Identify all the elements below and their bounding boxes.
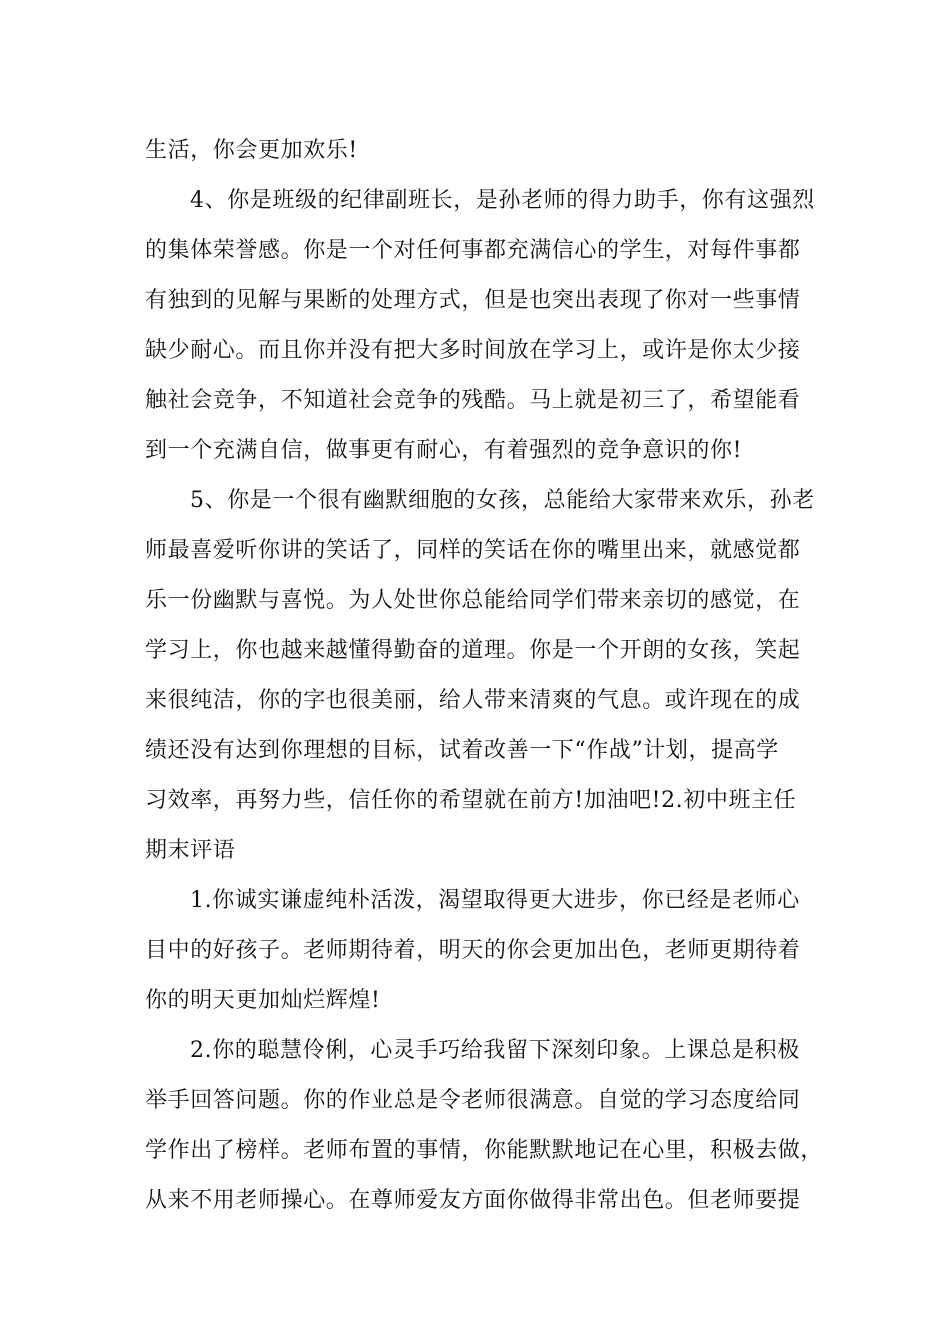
text-line: 有独到的见解与果断的处理方式，但是也突出表现了你对一些事情 <box>145 288 801 313</box>
text-line: 2.你的聪慧伶俐，心灵手巧给我留下深刻印象。上课总是积极 <box>190 1038 800 1063</box>
text-line: 你的明天更加灿烂辉煌! <box>145 988 381 1013</box>
text-line: 师最喜爱听你讲的笑话了，同样的笑话在你的嘴里出来，就感觉都 <box>145 538 801 563</box>
text-line: 触社会竞争，不知道社会竞争的残酷。马上就是初三了，希望能看 <box>145 388 801 413</box>
text-line: 来很纯洁，你的字也很美丽，给人带来清爽的气息。或许现在的成 <box>145 688 801 713</box>
text-line: 乐一份幽默与喜悦。为人处世你总能给同学们带来亲切的感觉，在 <box>145 588 801 613</box>
text-line: 学作出了榜样。老师布置的事情，你能默默地记在心里，积极去做， <box>145 1138 824 1163</box>
text-line: 学习上，你也越来越懂得勤奋的道理。你是一个开朗的女孩，笑起 <box>145 638 801 663</box>
text-line: 期末评语 <box>145 838 236 863</box>
text-line: 的集体荣誉感。你是一个对任何事都充满信心的学生，对每件事都 <box>145 238 801 263</box>
text-line: 绩还没有达到你理想的目标，试着改善一下“作战”计划，提高学 <box>145 738 779 763</box>
text-line: 举手回答问题。你的作业总是令老师很满意。自觉的学习态度给同 <box>145 1088 801 1113</box>
text-line: 5、你是一个很有幽默细胞的女孩，总能给大家带来欢乐，孙老 <box>190 488 815 513</box>
text-line: 目中的好孩子。老师期待着，明天的你会更加出色，老师更期待着 <box>145 938 801 963</box>
text-line: 1.你诚实谦虚纯朴活泼，渴望取得更大进步，你已经是老师心 <box>190 888 800 913</box>
text-line: 缺少耐心。而且你并没有把大多时间放在学习上，或许是你太少接 <box>145 338 801 363</box>
text-line: 到一个充满自信，做事更有耐心，有着强烈的竞争意识的你! <box>145 438 743 463</box>
text-line: 生活，你会更加欢乐! <box>145 138 358 163</box>
text-line: 习效率，再努力些，信任你的希望就在前方!加油吧!2.初中班主任 <box>145 788 797 813</box>
text-line: 从来不用老师操心。在尊师爱友方面你做得非常出色。但老师要提 <box>145 1188 801 1213</box>
text-line: 4、你是班级的纪律副班长，是孙老师的得力助手，你有这强烈 <box>190 188 815 213</box>
